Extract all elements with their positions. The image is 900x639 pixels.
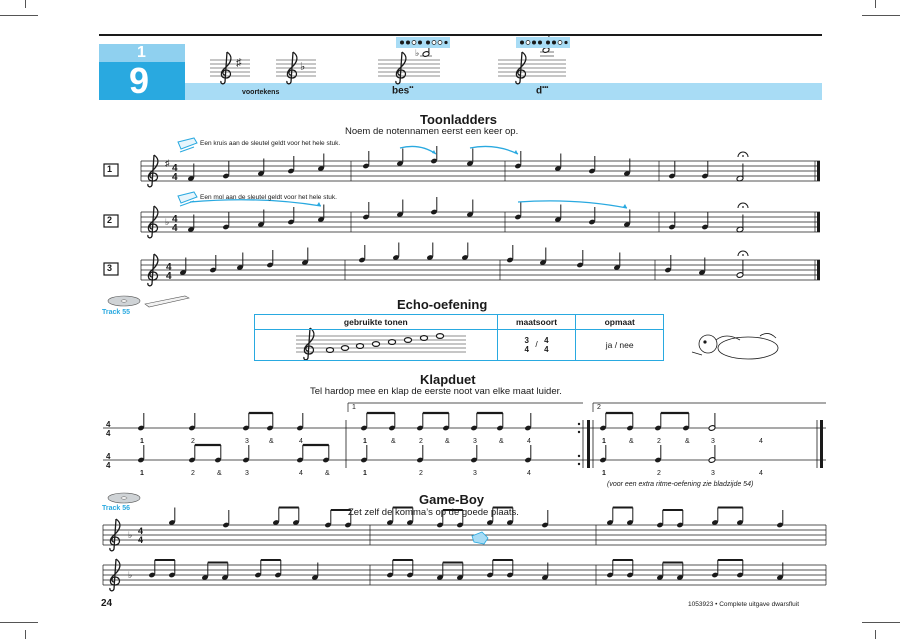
svg-text:4: 4 (172, 223, 178, 234)
svg-text:4: 4 (166, 262, 172, 273)
count: & (269, 438, 274, 445)
svg-text:4: 4 (106, 452, 111, 461)
svg-text:4: 4 (172, 172, 178, 183)
count: 2 (657, 438, 661, 445)
svg-text:4: 4 (172, 214, 178, 225)
cartoon-illustration (692, 333, 778, 359)
count: 1 (602, 470, 606, 477)
count: 4 (527, 470, 531, 477)
svg-text:4: 4 (106, 461, 111, 470)
svg-text:♭: ♭ (128, 530, 133, 540)
svg-text:4: 4 (172, 163, 178, 174)
col-gebruikte-tonen: gebruikte tonen (255, 315, 498, 330)
count: 1 (363, 470, 367, 477)
count: & (629, 438, 634, 445)
count: 2 (191, 470, 195, 477)
time-sig-option-a: 3 4 (524, 336, 529, 354)
note1-label: bes•• (392, 85, 414, 97)
row-number: 2 (107, 215, 113, 225)
scale-staff-1 (141, 146, 820, 187)
volta-2: 2 (597, 404, 601, 411)
count: 3 (473, 438, 477, 445)
col-opmaat: opmaat (576, 315, 664, 330)
svg-text:4: 4 (166, 271, 172, 282)
count: 1 (363, 438, 367, 445)
svg-text:♯: ♯ (236, 57, 242, 69)
count: 3 (245, 438, 249, 445)
catalog-label: 1053923 • Complete uitgave dwarsfluit (688, 601, 800, 608)
cell-used-notes (255, 330, 498, 361)
svg-text:4: 4 (106, 420, 111, 429)
gameboy-title: Game-Boy (419, 492, 485, 507)
svg-text:♭: ♭ (415, 48, 420, 58)
book-number: 1 (137, 44, 146, 61)
tip-flat: Een mol aan de sleutel geldt voor het hele stuk. (200, 194, 337, 201)
klapduet-top-notes (137, 413, 715, 431)
time-sig-separator: / (535, 339, 538, 350)
count: 3 (245, 470, 249, 477)
note2-label: d••• (536, 85, 549, 97)
svg-text:♭: ♭ (128, 570, 133, 580)
cd-icon (108, 296, 189, 307)
fingering-chart-bes (396, 37, 450, 48)
svg-text:4: 4 (138, 526, 144, 536)
count: 3 (473, 470, 477, 477)
count: 2 (191, 438, 195, 445)
count: & (391, 438, 396, 445)
volta-1: 1 (352, 404, 356, 411)
count: & (445, 438, 450, 445)
echo-table (254, 314, 664, 361)
count: 4 (759, 470, 763, 477)
count: 2 (419, 470, 423, 477)
voortekens-label: voortekens (242, 89, 280, 96)
count: 3 (711, 470, 715, 477)
track-55-label: Track 55 (102, 309, 131, 316)
row-number: 1 (107, 164, 113, 174)
count: 4 (299, 438, 303, 445)
klapduet-subtitle: Tel hardop mee en klap de eerste noot van elke maat luider. (310, 386, 562, 397)
echo-title: Echo-oefening (397, 297, 488, 312)
count: & (217, 470, 222, 477)
klapduet-bottom-notes (137, 445, 715, 463)
count: 4 (299, 470, 303, 477)
klapduet-score (103, 403, 826, 468)
cd-icon (108, 493, 140, 503)
row-number: 3 (107, 263, 113, 273)
col-maatsoort: maatsoort (497, 315, 576, 330)
gameboy-subtitle: Zet zelf de komma’s op de goede plaats. (348, 507, 519, 518)
count: 1 (140, 470, 144, 477)
klapduet-title: Klapduet (420, 372, 476, 387)
lesson-number: 9 (129, 60, 150, 101)
svg-text:♭: ♭ (165, 217, 170, 227)
count: 1 (602, 438, 606, 445)
track-56-label: Track 56 (102, 505, 131, 512)
count: 2 (419, 438, 423, 445)
header-staff-sharp (210, 52, 250, 84)
count: 1 (140, 438, 144, 445)
count: 4 (527, 438, 531, 445)
count: 2 (657, 470, 661, 477)
klapduet-footnote: (voor een extra ritme-oefening zie bladzijde 54) (607, 481, 754, 488)
svg-text:♭: ♭ (300, 61, 306, 73)
page-number: 24 (101, 598, 113, 609)
fingering-chart-d (516, 37, 570, 48)
cell-time-signature[interactable] (497, 330, 576, 361)
count: 4 (759, 438, 763, 445)
count: 3 (711, 438, 715, 445)
time-sig-option-b: 4 4 (544, 336, 549, 354)
scale-staff-2 (141, 197, 820, 238)
header-staff-flat (276, 52, 316, 84)
toonladders-subtitle: Noem de notennamen eerst een keer op. (345, 126, 519, 137)
cell-opmaat[interactable]: ja / nee (576, 330, 664, 361)
toonladders-title: Toonladders (420, 112, 498, 127)
svg-text:4: 4 (138, 535, 144, 545)
svg-text:♯: ♯ (165, 158, 170, 168)
count: & (325, 470, 330, 477)
gameboy-staff-2 (103, 559, 826, 591)
count: & (499, 438, 504, 445)
count: & (685, 438, 690, 445)
tip-sharp: Een kruis aan de sleutel geldt voor het hele stuk. (200, 140, 341, 147)
scale-staff-3 (141, 243, 820, 286)
svg-text:4: 4 (106, 429, 111, 438)
